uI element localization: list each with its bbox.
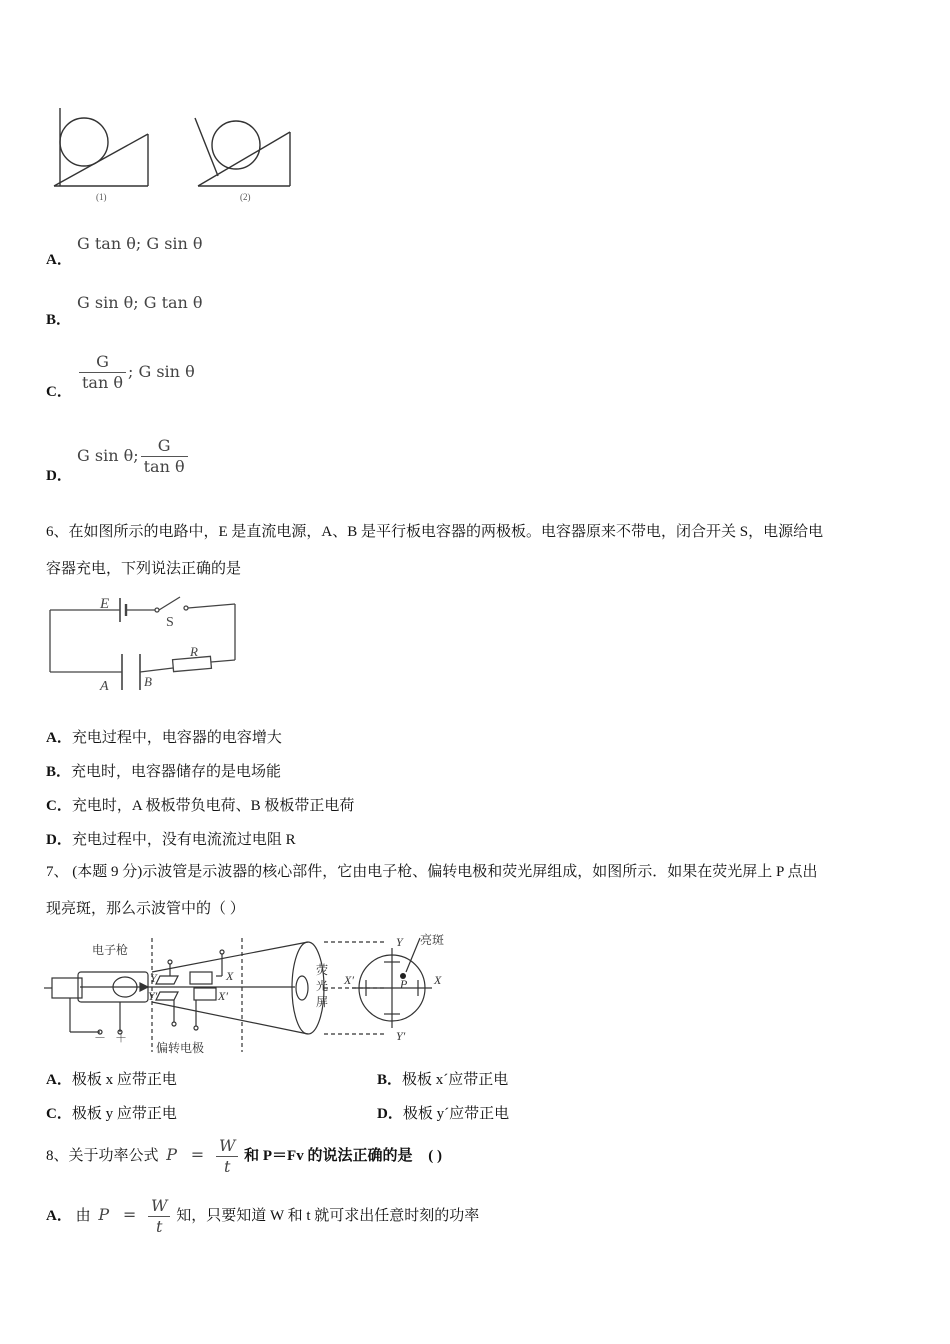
label-b: B: [144, 674, 152, 689]
label-screen-2: 光: [316, 979, 329, 993]
fraction: [79, 352, 126, 393]
option-letter: D．: [46, 832, 72, 848]
option-letter: B．: [377, 1072, 403, 1088]
option-text: 充电时，电容器储存的是电场能: [71, 764, 282, 780]
q8-option-a-pre: 由: [75, 1207, 91, 1224]
q8-prefix: 8、关于功率公式: [46, 1147, 159, 1164]
option-letter: C．: [46, 798, 72, 814]
q7-option-b[interactable]: [377, 1068, 508, 1089]
label-screen-y: Y: [396, 935, 403, 949]
label-screen-3: 屏: [316, 995, 329, 1009]
label-screen-x-prime: X′: [344, 973, 354, 987]
option-letter: A．: [46, 1207, 72, 1224]
denominator: tan θ: [143, 457, 185, 476]
option-text: 极板 x 应带正电: [71, 1072, 177, 1088]
q7-option-c[interactable]: [46, 1102, 177, 1123]
q5-option-b-formula: G sin θ; G tan θ: [77, 293, 203, 312]
q5-option-d[interactable]: [46, 464, 72, 485]
label-screen-x: X: [434, 973, 442, 987]
label-plus: ＋: [115, 1031, 128, 1045]
denominator: t: [223, 1157, 231, 1176]
q6-stem-line2: 容器充电，下列说法正确的是: [46, 561, 242, 577]
numerator: W: [148, 1196, 170, 1217]
option-letter: C．: [46, 384, 72, 400]
denominator: t: [156, 1217, 163, 1236]
formula-head: G sin θ;: [77, 446, 139, 465]
option-letter: A．: [46, 1072, 72, 1088]
option-text: 极板 y 应带正电: [71, 1106, 177, 1122]
label-a: A: [100, 679, 109, 694]
label-r: R: [190, 644, 198, 659]
q7-stem-line1: 7、 (本题 9 分)示波管是示波器的核心部件，它由电子枪、偏转电极和荧光屏组成，如图所示．如果在荧光屏上 P 点出: [46, 864, 818, 880]
option-letter: A．: [46, 730, 72, 746]
q5-option-c-formula: [77, 352, 195, 393]
q5-option-a[interactable]: [46, 248, 72, 269]
option-text: 充电时，A 极板带负电荷、B 极板带正电荷: [71, 798, 355, 814]
label-s: S: [166, 615, 174, 630]
option-letter: D．: [377, 1106, 403, 1122]
label-screen-1: 荧: [316, 963, 329, 977]
q7-option-a[interactable]: [46, 1068, 177, 1089]
figure-2-incline-ball: [195, 118, 290, 186]
q6-circuit-diagram: [40, 588, 250, 698]
formula-tail: ; G sin θ: [128, 362, 195, 381]
label-x-plate: X: [226, 969, 234, 983]
option-letter: A．: [46, 252, 72, 268]
label-screen-y-prime: Y′: [396, 1029, 406, 1043]
label-bright-spot: 亮斑: [420, 933, 445, 947]
label-x-prime-plate: X′: [218, 989, 228, 1003]
figure-1-label: (1): [96, 192, 107, 202]
option-text: 极板 x´应带正电: [402, 1072, 509, 1088]
figure-2-label: (2): [240, 192, 251, 202]
label-deflection-electrodes: 偏转电极: [156, 1041, 205, 1055]
q8-paren: ( ): [428, 1147, 442, 1164]
q6-option-c[interactable]: [46, 794, 354, 815]
q7-option-d[interactable]: [377, 1102, 509, 1123]
option-letter: D．: [46, 468, 72, 484]
option-letter: B．: [46, 764, 72, 780]
q8-option-a-p: P: [98, 1204, 110, 1224]
label-y-plate: Y: [150, 971, 157, 985]
q6-stem-line1: 6、在如图所示的电路中，E 是直流电源，A、B 是平行板电容器的两极板。电容器原来不带电，闭合开关 S，电源给电: [46, 524, 824, 540]
label-e: E: [100, 596, 110, 612]
q8-formula-p: P: [166, 1144, 178, 1164]
denominator: tan θ: [82, 373, 123, 392]
option-letter: B．: [46, 312, 72, 328]
q8-middle: 和 P＝Fv 的说法正确的是: [244, 1147, 413, 1164]
label-electron-gun: 电子枪: [92, 943, 129, 957]
q8-formula-eq: =: [190, 1144, 205, 1164]
q8-stem: [46, 1136, 442, 1177]
q5-option-c[interactable]: [46, 380, 72, 401]
q8-option-a-post: 知，只要知道 W 和 t 就可求出任意时刻的功率: [176, 1207, 480, 1224]
q8-option-a-fraction: [148, 1196, 170, 1237]
q6-option-a[interactable]: [46, 726, 282, 747]
q8-fraction: [216, 1136, 238, 1177]
q5-option-d-formula: [77, 436, 190, 477]
option-text: 充电过程中，没有电流流过电阻 R: [71, 832, 296, 848]
q5-figures: [40, 100, 310, 210]
option-text: 充电过程中，电容器的电容增大: [71, 730, 282, 746]
q5-option-b[interactable]: [46, 308, 71, 329]
numerator: G: [79, 352, 126, 373]
q6-option-d[interactable]: [46, 828, 296, 849]
figure-1-incline-ball: [54, 108, 148, 186]
label-point-p: P: [400, 977, 408, 991]
option-text: 极板 y´应带正电: [402, 1106, 510, 1122]
q7-oscilloscope-diagram: [40, 928, 460, 1060]
q8-option-a-eq: =: [122, 1204, 137, 1224]
q6-option-b[interactable]: [46, 760, 281, 781]
q7-stem-line2: 现亮斑，那么示波管中的（ ）: [46, 901, 245, 917]
label-minus: －: [94, 1031, 107, 1045]
label-y-prime-plate: Y′: [148, 989, 158, 1003]
numerator: G: [141, 436, 188, 457]
q8-option-a[interactable]: [46, 1196, 479, 1237]
fraction: [141, 436, 188, 477]
numerator: W: [216, 1136, 238, 1157]
q5-option-a-formula: G tan θ; G sin θ: [77, 234, 203, 253]
option-letter: C．: [46, 1106, 72, 1122]
